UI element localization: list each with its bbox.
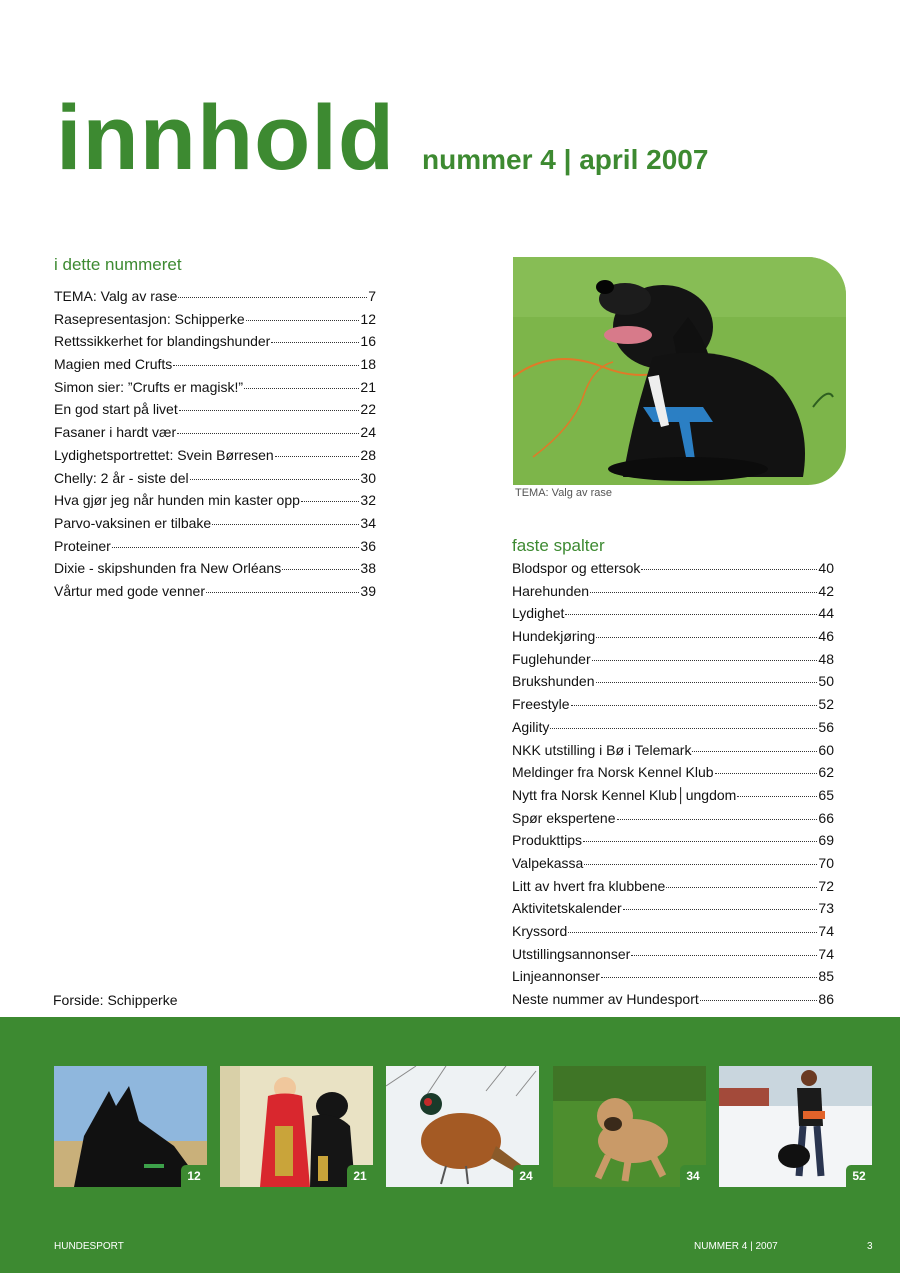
toc-entry-title: Lydighet <box>512 605 565 622</box>
toc-entry[interactable] <box>54 398 376 421</box>
toc-leader-dots <box>715 773 818 774</box>
toc-entry-page: 44 <box>818 605 834 622</box>
toc-entry[interactable] <box>54 467 376 490</box>
toc-entry-title: Rettssikkerhet for blandingshunder <box>54 333 271 350</box>
toc-entry-title: Blodspor og ettersok <box>512 560 641 576</box>
toc-entry-page: 21 <box>360 378 376 395</box>
toc-entry-title: Linjeannonser <box>512 968 600 985</box>
toc-leader-dots <box>617 819 818 820</box>
toc-entry[interactable] <box>512 557 834 580</box>
thumbnail-puppy[interactable] <box>553 1066 706 1187</box>
toc-entry[interactable] <box>54 285 376 308</box>
toc-entry-page: 38 <box>360 560 376 577</box>
toc-entry-title: Magien med Crufts <box>54 356 173 373</box>
cover-note: Forside: Schipperke <box>53 992 178 1008</box>
toc-entry[interactable] <box>54 580 376 603</box>
toc-entry-page: 74 <box>818 923 834 939</box>
toc-entry[interactable] <box>512 670 834 693</box>
toc-entry-page: 30 <box>360 469 376 486</box>
toc-entry[interactable] <box>512 784 834 807</box>
toc-entry-page: 22 <box>360 401 376 418</box>
toc-entry-title: Neste nummer av Hundesport <box>512 991 699 1008</box>
toc-entry-title: Dixie - skipshunden fra New Orléans <box>54 560 282 577</box>
toc-entry-page: 36 <box>360 537 376 554</box>
toc-entry[interactable] <box>54 421 376 444</box>
toc-list-regular-columns <box>512 557 834 1011</box>
toc-entry-title: Hva gjør jeg når hunden min kaster opp <box>54 492 300 509</box>
toc-entry-title: Harehunden <box>512 582 590 599</box>
toc-entry[interactable] <box>512 852 834 875</box>
toc-entry[interactable] <box>512 897 834 920</box>
toc-entry-title: Produkttips <box>512 832 583 849</box>
section-heading-regular-columns: faste spalter <box>512 536 605 555</box>
toc-entry-page: 60 <box>818 741 834 758</box>
toc-entry[interactable] <box>54 444 376 467</box>
toc-leader-dots <box>601 977 817 978</box>
toc-leader-dots <box>275 456 360 457</box>
issue-label: nummer 4 | april 2007 <box>422 144 709 175</box>
hero-caption: TEMA: Valg av rase <box>515 487 612 499</box>
toc-entry-page: 18 <box>360 356 376 373</box>
toc-entry-page: 74 <box>818 945 834 962</box>
toc-entry-page: 66 <box>818 809 834 826</box>
thumbnail-crufts-winner[interactable] <box>220 1066 373 1187</box>
toc-leader-dots <box>271 342 359 343</box>
toc-entry[interactable] <box>512 602 834 625</box>
toc-entry-page: 73 <box>818 900 834 917</box>
thumbnail-page-badge: 12 <box>181 1165 207 1187</box>
toc-entry-title: Hundekjøring <box>512 628 596 645</box>
thumbnail-page-badge: 21 <box>347 1165 373 1187</box>
toc-leader-dots <box>246 320 360 321</box>
toc-leader-dots <box>190 479 360 480</box>
toc-entry-page: 12 <box>360 310 376 327</box>
toc-entry-page: 7 <box>368 288 376 304</box>
toc-leader-dots <box>173 365 359 366</box>
toc-leader-dots <box>666 887 817 888</box>
toc-entry-page: 69 <box>818 832 834 849</box>
toc-entry-title: Kryssord <box>512 923 568 939</box>
toc-entry-title: En god start på livet <box>54 401 178 418</box>
toc-entry-title: Agility <box>512 718 550 735</box>
toc-leader-dots <box>177 433 359 434</box>
toc-leader-dots <box>584 864 817 865</box>
toc-entry[interactable] <box>54 535 376 558</box>
toc-entry[interactable] <box>512 693 834 716</box>
toc-entry-title: Lydighetsportrettet: Svein Børresen <box>54 446 274 463</box>
footer-magazine-name: HUNDESPORT <box>54 1241 124 1252</box>
footer-issue: NUMMER 4 | 2007 <box>694 1241 778 1252</box>
toc-leader-dots <box>583 841 817 842</box>
toc-entry-title: Vårtur med gode venner <box>54 582 205 599</box>
toc-entry-title: Proteiner <box>54 537 111 554</box>
toc-entry-title: Nytt fra Norsk Kennel Klub│ungdom <box>512 786 737 803</box>
toc-entry-title: Fuglehunder <box>512 650 591 667</box>
toc-entry[interactable] <box>512 920 834 943</box>
toc-leader-dots <box>692 751 817 752</box>
toc-entry-page: 72 <box>818 877 834 894</box>
toc-entry[interactable] <box>54 489 376 512</box>
toc-entry-page: 40 <box>818 560 834 576</box>
toc-entry[interactable] <box>512 580 834 603</box>
toc-leader-dots <box>592 660 818 661</box>
toc-entry[interactable] <box>512 875 834 898</box>
toc-list-in-this-issue <box>54 285 376 603</box>
footer-page-number: 3 <box>867 1241 873 1252</box>
thumbnail-page-badge: 52 <box>846 1165 872 1187</box>
toc-leader-dots <box>631 955 817 956</box>
toc-entry[interactable] <box>512 761 834 784</box>
toc-leader-dots <box>301 501 360 502</box>
toc-entry-title: Freestyle <box>512 696 570 713</box>
toc-leader-dots <box>112 547 360 548</box>
toc-entry-title: Rasepresentasjon: Schipperke <box>54 310 245 327</box>
toc-entry-title: Valpekassa <box>512 854 584 871</box>
toc-entry-page: 62 <box>818 764 834 781</box>
toc-entry[interactable] <box>512 739 834 762</box>
toc-entry-title: Fasaner i hardt vær <box>54 424 177 441</box>
toc-entry-title: NKK utstilling i Bø i Telemark <box>512 741 692 758</box>
toc-entry[interactable] <box>512 829 834 852</box>
toc-entry-page: 32 <box>360 492 376 509</box>
toc-entry[interactable] <box>512 648 834 671</box>
toc-entry[interactable] <box>54 330 376 353</box>
toc-entry-title: Utstillingsannonser <box>512 945 631 962</box>
thumbnail-page-badge: 34 <box>680 1165 706 1187</box>
toc-leader-dots <box>550 728 817 729</box>
toc-entry-title: Brukshunden <box>512 673 595 690</box>
toc-leader-dots <box>282 569 359 570</box>
toc-leader-dots <box>641 569 817 570</box>
page-title: innhold <box>56 87 396 189</box>
toc-leader-dots <box>737 796 817 797</box>
toc-leader-dots <box>565 614 817 615</box>
hero-photo-cocker-spaniel <box>513 257 846 485</box>
thumbnail-pheasant[interactable] <box>386 1066 539 1187</box>
toc-entry-page: 42 <box>818 582 834 599</box>
toc-leader-dots <box>244 388 359 389</box>
toc-entry-page: 86 <box>818 991 834 1008</box>
toc-entry-title: Aktivitetskalender <box>512 900 622 917</box>
toc-entry[interactable] <box>54 557 376 580</box>
section-heading-in-this-issue: i dette nummeret <box>54 255 182 274</box>
toc-entry[interactable] <box>54 512 376 535</box>
toc-leader-dots <box>700 1000 818 1001</box>
toc-leader-dots <box>178 297 367 298</box>
toc-entry-page: 24 <box>360 424 376 441</box>
toc-leader-dots <box>596 637 817 638</box>
toc-leader-dots <box>179 410 360 411</box>
thumbnail-black-dog[interactable] <box>54 1066 207 1187</box>
toc-entry-page: 65 <box>818 786 834 803</box>
toc-entry-title: Parvo-vaksinen er tilbake <box>54 514 212 531</box>
toc-leader-dots <box>596 682 818 683</box>
toc-entry[interactable] <box>512 807 834 830</box>
thumbnail-freestyle[interactable] <box>719 1066 872 1187</box>
toc-entry-title: Spør ekspertene <box>512 809 616 826</box>
toc-entry-page: 56 <box>818 718 834 735</box>
toc-entry-title: Simon sier: ”Crufts er magisk!” <box>54 378 244 395</box>
toc-entry[interactable] <box>54 308 376 331</box>
toc-entry-page: 16 <box>360 333 376 350</box>
toc-leader-dots <box>206 592 359 593</box>
toc-entry-page: 28 <box>360 446 376 463</box>
toc-leader-dots <box>590 592 817 593</box>
toc-entry-page: 52 <box>818 696 834 713</box>
toc-entry-page: 34 <box>360 514 376 531</box>
toc-entry-title: TEMA: Valg av rase <box>54 288 178 304</box>
toc-leader-dots <box>623 909 818 910</box>
toc-entry-title: Litt av hvert fra klubbene <box>512 877 666 894</box>
toc-entry-page: 50 <box>818 673 834 690</box>
toc-entry-page: 46 <box>818 628 834 645</box>
toc-entry-page: 70 <box>818 854 834 871</box>
toc-leader-dots <box>568 932 817 933</box>
thumbnail-page-badge: 24 <box>513 1165 539 1187</box>
toc-leader-dots <box>571 705 818 706</box>
toc-entry[interactable] <box>54 353 376 376</box>
toc-entry-title: Meldinger fra Norsk Kennel Klub <box>512 764 714 781</box>
toc-entry-page: 85 <box>818 968 834 985</box>
toc-entry[interactable] <box>512 943 834 966</box>
toc-entry[interactable] <box>512 625 834 648</box>
toc-entry-title: Chelly: 2 år - siste del <box>54 469 189 486</box>
toc-entry-page: 48 <box>818 650 834 667</box>
toc-leader-dots <box>212 524 359 525</box>
toc-entry[interactable] <box>512 965 834 988</box>
toc-entry[interactable] <box>512 988 834 1011</box>
toc-entry-page: 39 <box>360 582 376 599</box>
toc-entry[interactable] <box>512 716 834 739</box>
toc-entry[interactable] <box>54 376 376 399</box>
